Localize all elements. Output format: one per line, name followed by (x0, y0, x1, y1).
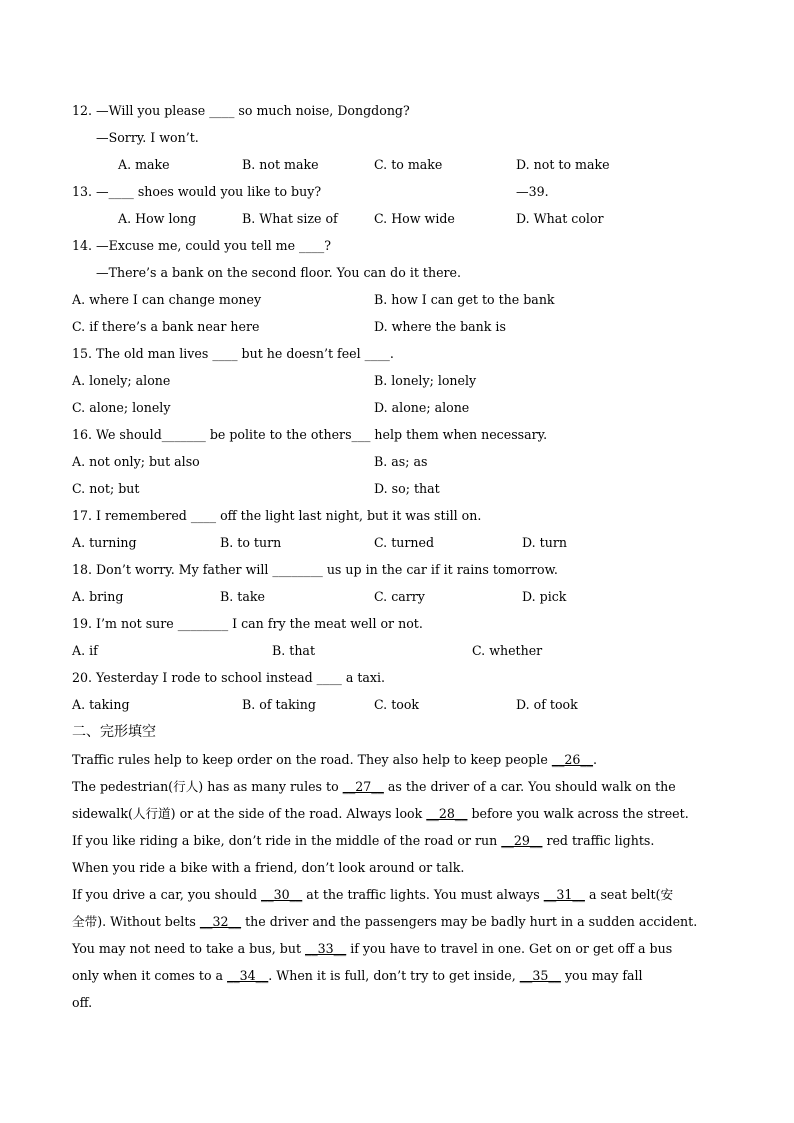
option-a: A. not only; but also (72, 454, 200, 469)
passage-line: 全带). Without belts __32__ the driver and the passengers may be badly hurt in a sudden accident. (72, 914, 698, 929)
passage-line: sidewalk(人行道) or at the side of the road. Always look __28__ before you walk across the street. (72, 806, 689, 821)
option-c: C. How wide (374, 211, 455, 226)
question-13-stem: 13. —____ shoes would you like to buy? (72, 184, 322, 199)
option-a: A. where I can change money (72, 292, 262, 307)
blank-34: __34__ (227, 968, 269, 983)
option-c: C. whether (472, 643, 543, 658)
option-b: B. What size of (242, 211, 338, 226)
passage-line: The pedestrian(行人) has as many rules to __27__ as the driver of a car. You should walk on the (72, 779, 676, 794)
question-17-stem: 17. I remembered ____ off the light last night, but it was still on. (72, 508, 482, 523)
option-a: A. bring (72, 589, 124, 604)
passage-line: off. (72, 995, 93, 1010)
option-c: C. to make (374, 157, 443, 172)
option-d: D. turn (522, 535, 567, 550)
question-14-reply: —There’s a bank on the second floor. You can do it there. (96, 265, 462, 280)
blank-33: __33__ (305, 941, 347, 956)
passage-line: You may not need to take a bus, but __33__ if you have to travel in one. Get on or get off a bus (72, 941, 673, 956)
question-19-stem: 19. I’m not sure ________ I can fry the meat well or not. (72, 616, 423, 631)
passage-line: When you ride a bike with a friend, don’t look around or talk. (72, 860, 465, 875)
question-13-reply: —39. (516, 184, 549, 199)
option-c: C. if there’s a bank near here (72, 319, 260, 334)
option-a: A. How long (118, 211, 197, 226)
question-20-stem: 20. Yesterday I rode to school instead ____ a taxi. (72, 670, 386, 685)
option-c: C. alone; lonely (72, 400, 171, 415)
passage-line: If you drive a car, you should __30__ at the traffic lights. You must always __31__ a seat belt(安 (72, 887, 674, 902)
question-15-stem: 15. The old man lives ____ but he doesn’t feel ____. (72, 346, 394, 361)
blank-26: __26__ (551, 752, 594, 767)
option-b: B. to turn (220, 535, 282, 550)
question-12-stem: 12. —Will you please ____ so much noise, Dongdong? (72, 103, 410, 118)
blank-28: __28__ (426, 806, 468, 821)
section-heading: 二、完形填空 (72, 724, 156, 740)
question-14-stem: 14. —Excuse me, could you tell me ____? (72, 238, 331, 253)
option-a: A. lonely; alone (72, 373, 171, 388)
option-a: A. make (118, 157, 170, 172)
option-d: D. of took (516, 697, 578, 712)
passage-line: If you like riding a bike, don’t ride in the middle of the road or run __29__ red traffic lights. (72, 833, 655, 848)
blank-31: __31__ (543, 887, 585, 902)
option-b: B. how I can get to the bank (374, 292, 555, 307)
blank-29: __29__ (501, 833, 543, 848)
question-16-stem: 16. We should_______ be polite to the others___ help them when necessary. (72, 427, 548, 442)
question-18-stem: 18. Don’t worry. My father will ________ us up in the car if it rains tomorrow. (72, 562, 558, 577)
question-12-reply: —Sorry. I won’t. (96, 130, 199, 145)
option-d: D. What color (516, 211, 604, 226)
passage-line: only when it comes to a __34__. When it is full, don’t try to get inside, __35__ you may fall (72, 968, 643, 983)
option-d: D. alone; alone (374, 400, 470, 415)
blank-32: __32__ (199, 914, 242, 929)
option-c: C. turned (374, 535, 435, 550)
option-b: B. of taking (242, 697, 316, 712)
blank-35: __35__ (519, 968, 561, 983)
option-d: D. pick (522, 589, 567, 604)
option-d: D. not to make (516, 157, 610, 172)
option-b: B. take (220, 589, 265, 604)
option-a: A. taking (72, 697, 130, 712)
option-b: B. as; as (374, 454, 428, 469)
option-b: B. that (272, 643, 316, 658)
blank-30: __30__ (261, 887, 303, 902)
blank-27: __27__ (342, 779, 384, 794)
option-b: B. lonely; lonely (374, 373, 477, 388)
option-b: B. not make (242, 157, 319, 172)
option-a: A. if (72, 643, 98, 658)
passage-line: Traffic rules help to keep order on the road. They also help to keep people __26__. (72, 752, 598, 767)
option-c: C. carry (374, 589, 425, 604)
option-a: A. turning (72, 535, 137, 550)
option-d: D. so; that (374, 481, 440, 496)
option-c: C. took (374, 697, 420, 712)
option-d: D. where the bank is (374, 319, 506, 334)
option-c: C. not; but (72, 481, 140, 496)
